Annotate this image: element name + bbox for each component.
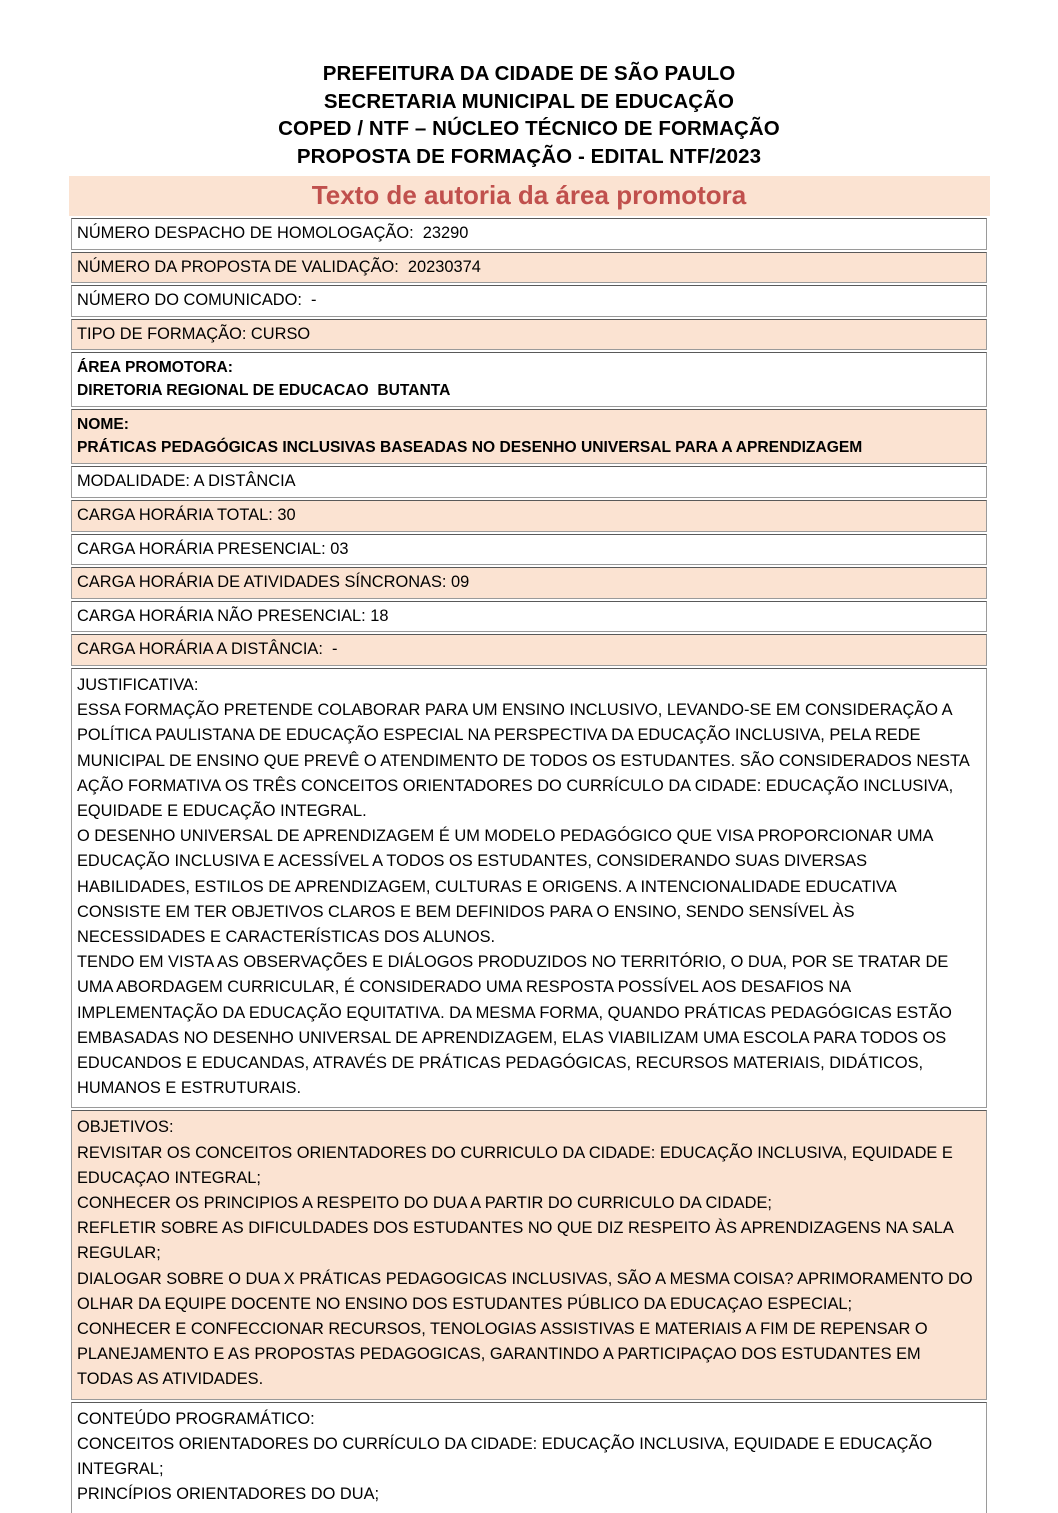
carga-nao-presencial-text: CARGA HORÁRIA NÃO PRESENCIAL: 18 (77, 606, 389, 625)
objetivos-label: OBJETIVOS: (77, 1118, 174, 1137)
row-carga-distancia (71, 634, 987, 666)
row-carga-total (71, 500, 987, 532)
row-carga-sincronas (71, 567, 987, 599)
author-banner (69, 176, 990, 216)
nome-value: PRÁTICAS PEDAGÓGICAS INCLUSIVAS BASEADAS NO DESENHO UNIVERSAL PARA A APRENDIZAGEM (77, 439, 863, 457)
row-objetivos (71, 1110, 987, 1399)
numero-despacho-text: NÚMERO DESPACHO DE HOMOLOGAÇÃO: 23290 (77, 224, 469, 242)
justificativa-paragraph-3: TENDO EM VISTA AS OBSERVAÇÕES E DIÁLOGOS PRODUZIDOS NO TERRITÓRIO, O DUA, POR SE TRATAR DE UMA ABORDAGEM CURRICULAR, É CONSIDERADO UMA RESPOSTA POSSÍVEL AOS DESAFIOS NA IMPLEMENTAÇÃO DA EDUCAÇÃO EQUITATIVA. DA MESMA FORMA, QUANDO PRÁTICAS PEDAGÓGICAS ESTÃO EMBASADAS NO DESENHO UNIVERSAL DE APRENDIZAGEM, ELAS VIABILIZAM UMA ESCOLA PARA TODOS OS EDUCANDOS E EDUCANDAS, ATRAVÉS DE PRÁTICAS PEDAGÓGICAS, RECURSOS MATERIAIS, DIDÁTICOS, HUMANOS E ESTRUTURAIS. (77, 953, 957, 1098)
conteudo-item-2: PRINCÍPIOS ORIENTADORES DO DUA; (77, 1485, 380, 1504)
proposal-fields-table (71, 218, 987, 1513)
carga-total-text: CARGA HORÁRIA TOTAL: 30 (77, 505, 296, 524)
conteudo-item-1: CONCEITOS ORIENTADORES DO CURRÍCULO DA CIDADE: EDUCAÇÃO INCLUSIVA, EQUIDADE E EDUCAÇÃO INTEGRAL; (77, 1434, 937, 1479)
row-area-promotora (71, 352, 987, 407)
nome-label: NOME: (77, 416, 129, 434)
objetivos-item-3: REFLETIR SOBRE AS DIFICULDADES DOS ESTUDANTES NO QUE DIZ RESPEITO ÀS APRENDIZAGENS NA SALA REGULAR; (77, 1219, 958, 1263)
area-promotora-label: ÁREA PROMOTORA: (77, 359, 233, 377)
row-numero-proposta (71, 252, 987, 284)
numero-comunicado-text: NÚMERO DO COMUNICADO: - (77, 291, 317, 310)
tipo-formacao-text: TIPO DE FORMAÇÃO: CURSO (77, 324, 311, 343)
document-header (0, 0, 1058, 170)
area-promotora-value: DIRETORIA REGIONAL DE EDUCACAO BUTANTA (77, 382, 451, 400)
carga-sincronas-text: CARGA HORÁRIA DE ATIVIDADES SÍNCRONAS: 09 (77, 573, 470, 592)
numero-proposta-text: NÚMERO DA PROPOSTA DE VALIDAÇÃO: 20230374 (77, 257, 481, 276)
row-justificativa (71, 668, 987, 1108)
header-line-3: COPED / NTF – NÚCLEO TÉCNICO DE FORMAÇÃO (278, 117, 780, 140)
objetivos-item-2: CONHECER OS PRINCIPIOS A RESPEITO DO DUA A PARTIR DO CURRICULO DA CIDADE; (77, 1194, 772, 1212)
row-modalidade (71, 466, 987, 498)
objetivos-item-5: CONHECER E CONFECCIONAR RECURSOS, TENOLOGIAS ASSISTIVAS E MATERIAIS A FIM DE REPENSAR O PLANEJAMENTO E AS PROPOSTAS PEDAGOGICAS, GARANTINDO A PARTICIPAÇAO DOS ESTUDANTES EM TODAS AS ATIVIDADES. (77, 1320, 933, 1389)
objetivos-item-1: REVISITAR OS CONCEITOS ORIENTADORES DO CURRICULO DA CIDADE: EDUCAÇÃO INCLUSIVA, EQUIDADE E EDUCAÇAO INTEGRAL; (77, 1143, 958, 1187)
row-conteudo-programatico (71, 1402, 987, 1513)
row-numero-despacho (71, 218, 987, 250)
row-tipo-formacao (71, 319, 987, 351)
row-nome (71, 409, 987, 464)
banner-title: Texto de autoria da área promotora (311, 180, 747, 210)
justificativa-paragraph-1: ESSA FORMAÇÃO PRETENDE COLABORAR PARA UM ENSINO INCLUSIVO, LEVANDO-SE EM CONSIDERAÇÃO A POLÍTICA PAULISTANA DE EDUCAÇÃO ESPECIAL NA PERSPECTIVA DA EDUCAÇÃO INCLUSIVA, PELA REDE MUNICIPAL DE ENSINO QUE PREVÊ O ATENDIMENTO DE TODOS OS ESTUDANTES. SÃO CONSIDERADOS NESTA AÇÃO FORMATIVA OS TRÊS CONCEITOS ORIENTADORES DO CURRÍCULO DA CIDADE: EDUCAÇÃO INCLUSIVA, EQUIDADE E EDUCAÇÃO INTEGRAL. (77, 701, 973, 820)
row-carga-presencial (71, 534, 987, 566)
objetivos-item-4: DIALOGAR SOBRE O DUA X PRÁTICAS PEDAGOGICAS INCLUSIVAS, SÃO A MESMA COISA? APRIMORAMENTO DO OLHAR DA EQUIPE DOCENTE NO ENSINO DOS ESTUDANTES PÚBLICO DA EDUCAÇAO ESPECIAL; (77, 1269, 978, 1313)
modalidade-text: MODALIDADE: A DISTÂNCIA (77, 472, 296, 491)
row-carga-nao-presencial (71, 601, 987, 633)
carga-distancia-text: CARGA HORÁRIA A DISTÂNCIA: - (77, 640, 338, 659)
conteudo-label: CONTEÚDO PROGRAMÁTICO: (77, 1409, 315, 1428)
carga-presencial-text: CARGA HORÁRIA PRESENCIAL: 03 (77, 539, 349, 558)
justificativa-paragraph-2: O DESENHO UNIVERSAL DE APRENDIZAGEM É UM MODELO PEDAGÓGICO QUE VISA PROPORCIONAR UMA EDUCAÇÃO INCLUSIVA E ACESSÍVEL A TODOS OS ESTUDANTES, CONSIDERANDO SUAS DIVERSAS HABILIDADES, ESTILOS DE APRENDIZAGEM, CULTURAS E ORIGENS. A INTENCIONALIDADE EDUCATIVA CONSISTE EM TER OBJETIVOS CLAROS E BEM DEFINIDOS PARA O ENSINO, SENDO SENSÍVEL ÀS NECESSIDADES E CARACTERÍSTICAS DOS ALUNOS. (77, 827, 938, 946)
header-line-1: PREFEITURA DA CIDADE DE SÃO PAULO (322, 62, 736, 85)
header-line-2: SECRETARIA MUNICIPAL DE EDUCAÇÃO (323, 89, 735, 113)
justificativa-label: JUSTIFICATIVA: (77, 675, 199, 694)
row-numero-comunicado (71, 285, 987, 317)
header-line-4: PROPOSTA DE FORMAÇÃO - EDITAL NTF/2023 (296, 144, 762, 168)
